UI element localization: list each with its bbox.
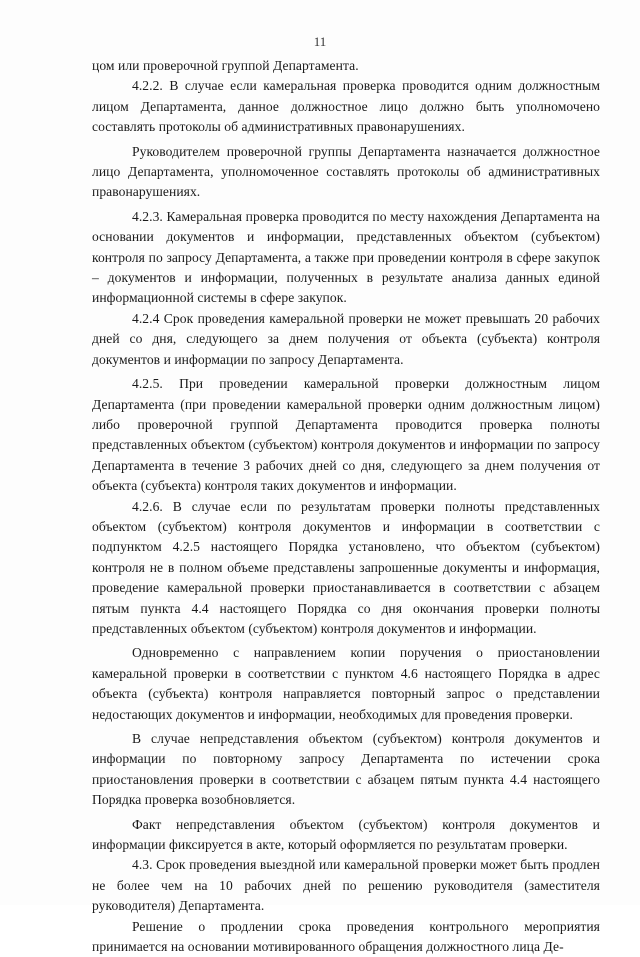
paragraph-4-2-4: 4.2.4 Срок проведения камеральной проверки не может превышать 20 рабочих дней со дня, следующего за днем получения от объекта (субъекта) контроля документов и информации по запросу Департамента. — [92, 310, 600, 367]
paragraph-continuation: цом или проверочной группой Департамента. — [92, 58, 359, 73]
paragraph-non-submission-fact: Факт непредставления объектом (субъектом) контроля документов и информации фиксируется в акте, который оформляется по результатам проверки. — [92, 816, 600, 853]
page-number: 11 — [313, 34, 327, 49]
paragraph-4-2-5: 4.2.5. При проведении камеральной проверки должностным лицом Департамента (при проведении камеральной проверки одним должностным лицом) либо проверочной группой Департамента проводится проверка полноты представленных объектом (субъектом) контроля документов и информации по запросу Департамента в течение 3 рабочих дней со дня, следующего за днем получения от объекта (субъекта) контроля таких документов и информации. — [92, 376, 600, 494]
paragraph-extension-decision: Решение о продлении срока проведения контрольного мероприятия принимается на основании мотивированного обращения должностного лица Де- — [92, 918, 600, 955]
paragraph-4-2-6: 4.2.6. В случае если по результатам проверки полноты представленных объектом (субъектом) контроля документов и информации в соответствии с подпунктом 4.2.5 настоящего Порядка установлено, что объектом (субъектом) контроля не в полном объеме представлены запрошенные документы и информация, проведение камеральной проверки приостанавливается в соответствии с абзацем пятым пункта 4.4 настоящего Порядка со дня окончания проверки полноты представленных объектом (субъектом) контроля документов и информации. — [92, 498, 600, 636]
paragraph-group-leader: Руководителем проверочной группы Департамента назначается должностное лицо Департамента, уполномоченное составлять протоколы об административных правонарушениях. — [92, 143, 600, 200]
paragraph-4-2-2: 4.2.2. В случае если камеральная проверка проводится одним должностным лицом Департамента, данное должностное лицо должно быть уполномочено составлять протоколы об административных правонарушениях. — [92, 78, 600, 135]
paragraph-repeat-request: Одновременно с направлением копии поручения о приостановлении камеральной проверки в соответствии с пунктом 4.6 настоящего Порядка в адрес объекта (субъекта) контроля направляется повторный запрос о представлении недостающих документов и информации, необходимых для проведения проверки. — [92, 645, 600, 722]
paragraph-resumption: В случае непредставления объектом (субъектом) контроля документов и информации по повторному запросу Департамента по истечении срока приостановления проверки в соответствии с абзацем пятым пункта 4.4 настоящего Порядка проверка возобновляется. — [92, 731, 600, 808]
paragraph-4-3: 4.3. Срок проведения выездной или камеральной проверки может быть продлен не более чем на 10 рабочих дней по решению руководителя (заместителя руководителя) Департамента. — [92, 857, 600, 914]
document-body — [92, 56, 600, 957]
paragraph-4-2-3: 4.2.3. Камеральная проверка проводится по месту нахождения Департамента на основании документов и информации, представленных объектом (субъектом) контроля по запросу Департамента, а также при проведении контроля в сфере закупок – документов и информации, полученных в результате анализа данных единой информационной системы в сфере закупок. — [92, 208, 600, 306]
